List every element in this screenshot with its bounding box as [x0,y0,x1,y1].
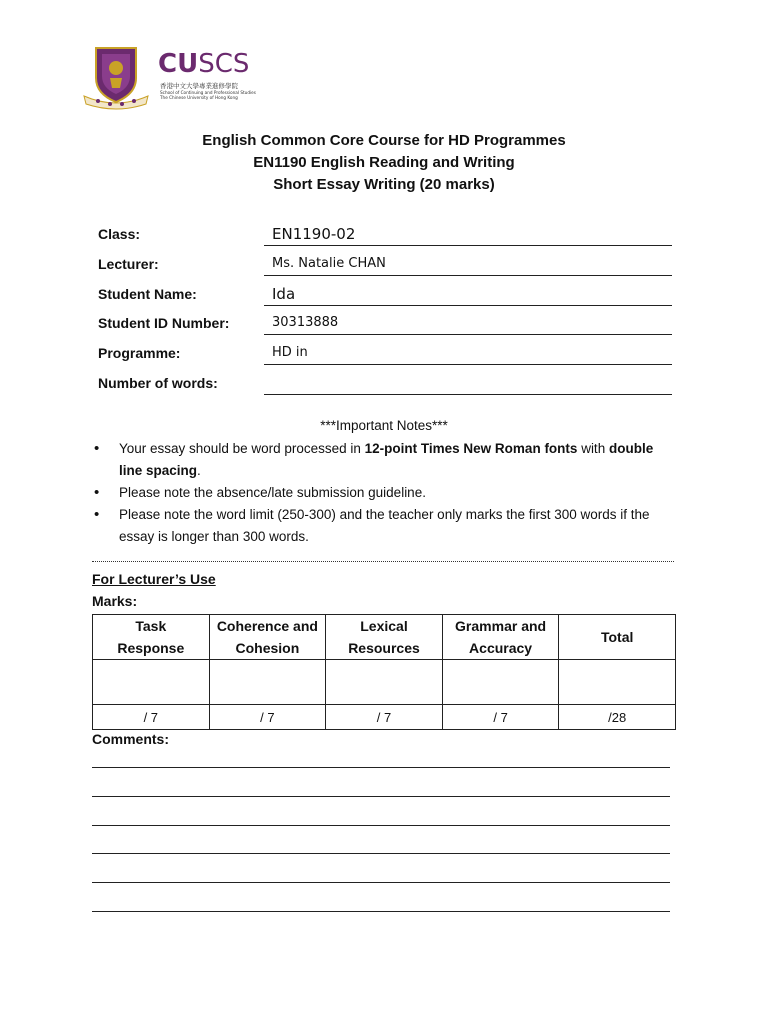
max-score-total: /28 [559,705,676,730]
column-header-total [559,615,676,660]
column-header-task-response [93,615,210,660]
programme-row [98,341,672,371]
brand-english-name-1: School of Continuing and Professional Studies [160,90,256,95]
student-name-label: Student Name: [98,285,197,302]
marks-max-row [93,705,676,730]
mark-cell-grammar[interactable] [442,660,559,705]
brand-cu: CU [158,49,199,79]
student-info-form [98,222,672,401]
class-row [98,222,672,252]
col-header-line1: Lexical [360,618,408,634]
max-score-grammar: / 7 [442,705,559,730]
max-score-task-response: / 7 [93,705,210,730]
header-module: EN1190 English Reading and Writing [253,154,515,171]
col-header-line2: Resources [348,640,420,656]
brand-wordmark [158,50,249,78]
mark-cell-coherence[interactable] [209,660,326,705]
note-item-word-limit: • Please note the word limit (250-300) and the teacher only marks the first 300 words if the essay is longer than 300 words. [92,504,674,548]
lecturer-use-heading: For Lecturer’s Use [92,571,216,587]
student-name-field[interactable]: Ida [264,282,672,306]
col-header-line1: Coherence and [216,618,318,634]
programme-field[interactable]: HD in [264,341,672,365]
note1-text-a: Your essay should be word processed in [119,441,365,456]
note1-font: 12-point Times New Roman fonts [364,441,578,456]
marks-table [92,614,676,730]
brand-subtitle [160,82,270,100]
column-header-lexical [326,615,443,660]
max-score-lexical: / 7 [326,705,443,730]
comment-line[interactable] [92,796,670,797]
programme-label: Programme: [98,345,181,362]
mark-cell-task-response[interactable] [93,660,210,705]
marks-label: Marks: [92,593,138,609]
col-header-line1: Grammar and [455,618,547,634]
brand-english-name-2: The Chinese University of Hong Kong [160,95,238,100]
brand-scs: SCS [198,49,250,79]
student-id-field[interactable]: 30313888 [264,311,672,335]
word-count-field[interactable] [264,371,672,395]
mark-cell-total[interactable] [559,660,676,705]
marks-entry-row [93,660,676,705]
col-header-line2: Response [117,640,185,656]
student-name-row [98,282,672,312]
column-header-coherence [209,615,326,660]
notes-title: ***Important Notes*** [320,418,448,433]
lecturer-field[interactable]: Ms. Natalie CHAN [264,252,672,276]
note1-text-c: with [577,441,609,456]
student-id-row [98,311,672,341]
class-field[interactable]: EN1190-02 [264,222,672,246]
class-label: Class: [98,226,141,242]
dotted-divider [92,561,674,562]
cuhk-crest-icon [80,44,152,110]
note-item-formatting [92,438,674,482]
comment-line[interactable] [92,911,670,912]
col-header-line1: Total [600,629,634,645]
max-score-coherence: / 7 [209,705,326,730]
note1-text-e: . [197,463,201,478]
note-item-submission: • Please note the absence/late submission guideline. [92,482,674,504]
header-assignment: Short Essay Writing (20 marks) [273,176,495,193]
comments-label: Comments: [92,731,170,747]
student-id-label: Student ID Number: [98,315,230,332]
word-count-row [98,371,672,401]
col-header-line2: Accuracy [469,640,533,656]
brand-chinese-name: 香港中文大學專業進修學院 [160,82,238,90]
col-header-line1: Task [135,618,167,634]
word-count-label: Number of words: [98,374,218,391]
document-header [0,130,768,196]
cuscs-logo [80,44,260,114]
lecturer-label: Lecturer: [98,255,159,272]
lecturer-row [98,252,672,282]
col-header-line2: Cohesion [235,640,300,656]
mark-cell-lexical[interactable] [326,660,443,705]
comment-line[interactable] [92,882,670,883]
note1-spacing: double line spacing [119,441,654,478]
comment-line[interactable] [92,767,670,768]
marks-header-row [93,615,676,660]
comment-line[interactable] [92,825,670,826]
column-header-grammar [442,615,559,660]
comment-line[interactable] [92,853,670,854]
notes-list [92,438,674,548]
header-course: English Common Core Course for HD Programmes [202,132,566,149]
